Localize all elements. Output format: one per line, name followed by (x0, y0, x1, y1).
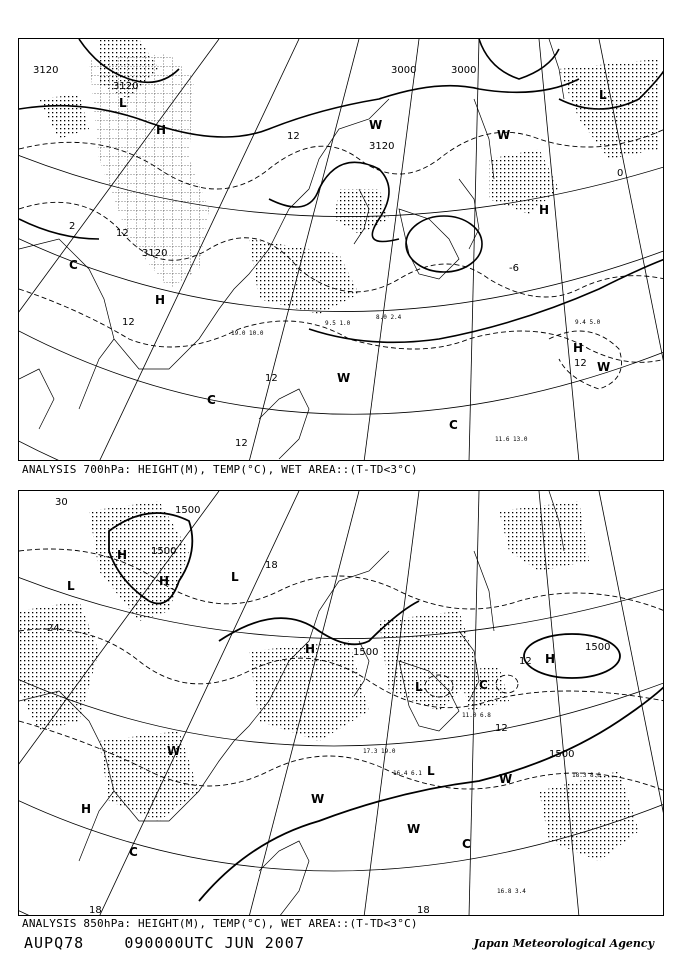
isotherm-label: 12 (519, 656, 532, 667)
high-pressure-marker: H (159, 574, 170, 588)
isotherm-label: 30 (55, 497, 68, 508)
low-pressure-marker: L (119, 96, 127, 110)
warm-center-marker: W (407, 822, 421, 836)
isotherm-label: 12 (574, 358, 587, 369)
isotherm-label: 12 (265, 373, 278, 384)
map-700-svg (19, 39, 664, 461)
warm-center-marker: W (311, 792, 325, 806)
low-pressure-marker: L (231, 570, 239, 584)
high-pressure-marker: H (117, 548, 128, 562)
station-obs: 8.0 2.4 (376, 314, 402, 321)
high-pressure-marker: H (573, 341, 584, 355)
high-pressure-marker: H (155, 293, 166, 307)
station-obs: 9.4 5.0 (575, 319, 601, 326)
chart-code: AUPQ78 (24, 934, 85, 952)
contour-label: 1500 (549, 749, 575, 760)
low-pressure-marker: L (599, 88, 607, 102)
station-obs: 11.6 13.0 (495, 436, 528, 443)
station-obs: 19.0 10.0 (231, 330, 264, 337)
contour-label: 3120 (33, 65, 59, 76)
high-pressure-marker: H (81, 802, 92, 816)
isotherm-label: 18 (265, 560, 278, 571)
wet-areas (19, 501, 639, 861)
analysis-700hpa-map (18, 38, 664, 461)
contour-label: 1500 (151, 546, 177, 557)
cold-center-marker: C (69, 258, 78, 272)
warm-center-marker: W (369, 118, 383, 132)
contour-label: 3120 (113, 81, 139, 92)
high-pressure-marker: H (539, 203, 550, 217)
low-pressure-marker: L (67, 579, 75, 593)
cold-center-marker: C (462, 837, 471, 851)
contour-label: 3000 (451, 65, 477, 76)
agency-credit: Japan Meteorological Agency (473, 937, 654, 950)
high-pressure-marker: H (545, 652, 556, 666)
isotherm-label: 12 (235, 438, 248, 449)
isotherm-label: 12 (495, 723, 508, 734)
station-obs: 9.5 1.0 (325, 320, 351, 327)
map-caption-850hpa: ANALYSIS 850hPa: HEIGHT(M), TEMP(°C), WET AREA::(T-TD<3°C) (22, 917, 418, 930)
map-850-svg (19, 491, 664, 916)
cold-center-marker: C (129, 845, 138, 859)
isotherm-label: 0 (617, 168, 624, 179)
cold-center-marker: C (207, 393, 216, 407)
station-obs: 11.0 6.8 (462, 712, 491, 719)
cold-center-marker: C (449, 418, 458, 432)
station-obs: 18.3 8.0 (572, 772, 601, 779)
contour-label: 1500 (175, 505, 201, 516)
high-pressure-marker: H (156, 123, 167, 137)
isotherm-label: 24 (47, 623, 60, 634)
isotherm-label: 12 (116, 228, 129, 239)
contour-label: 3000 (391, 65, 417, 76)
contour-label: 1500 (585, 642, 611, 653)
contour-label: 3120 (369, 141, 395, 152)
map-caption-700hpa: ANALYSIS 700hPa: HEIGHT(M), TEMP(°C), WET AREA::(T-TD<3°C) (22, 463, 418, 476)
analysis-850hpa-map (18, 490, 664, 916)
warm-center-marker: W (167, 744, 181, 758)
chart-identifier (24, 934, 305, 952)
station-obs: 16.4 6.1 (393, 770, 422, 777)
station-obs: 16.8 3.4 (497, 888, 526, 895)
low-pressure-marker: L (427, 764, 435, 778)
isotherm-label: 18 (89, 905, 102, 916)
isotherm-label: 12 (287, 131, 300, 142)
station-obs: 17.3 19.0 (363, 748, 396, 755)
cold-center-marker: C (479, 678, 488, 692)
contour-label: 3120 (142, 248, 168, 259)
isotherm-label: 12 (122, 317, 135, 328)
chart-valid-time: 090000UTC JUN 2007 (124, 934, 305, 952)
high-pressure-marker: H (305, 642, 316, 656)
warm-center-marker: W (597, 360, 611, 374)
warm-center-marker: W (497, 128, 511, 142)
warm-center-marker: W (499, 772, 513, 786)
isotherm-label: 18 (417, 905, 430, 916)
isotherm-label: 2 (69, 221, 76, 232)
warm-center-marker: W (337, 371, 351, 385)
contour-label: 1500 (353, 647, 379, 658)
low-pressure-marker: L (415, 680, 423, 694)
isotherm-label: -6 (509, 263, 519, 274)
